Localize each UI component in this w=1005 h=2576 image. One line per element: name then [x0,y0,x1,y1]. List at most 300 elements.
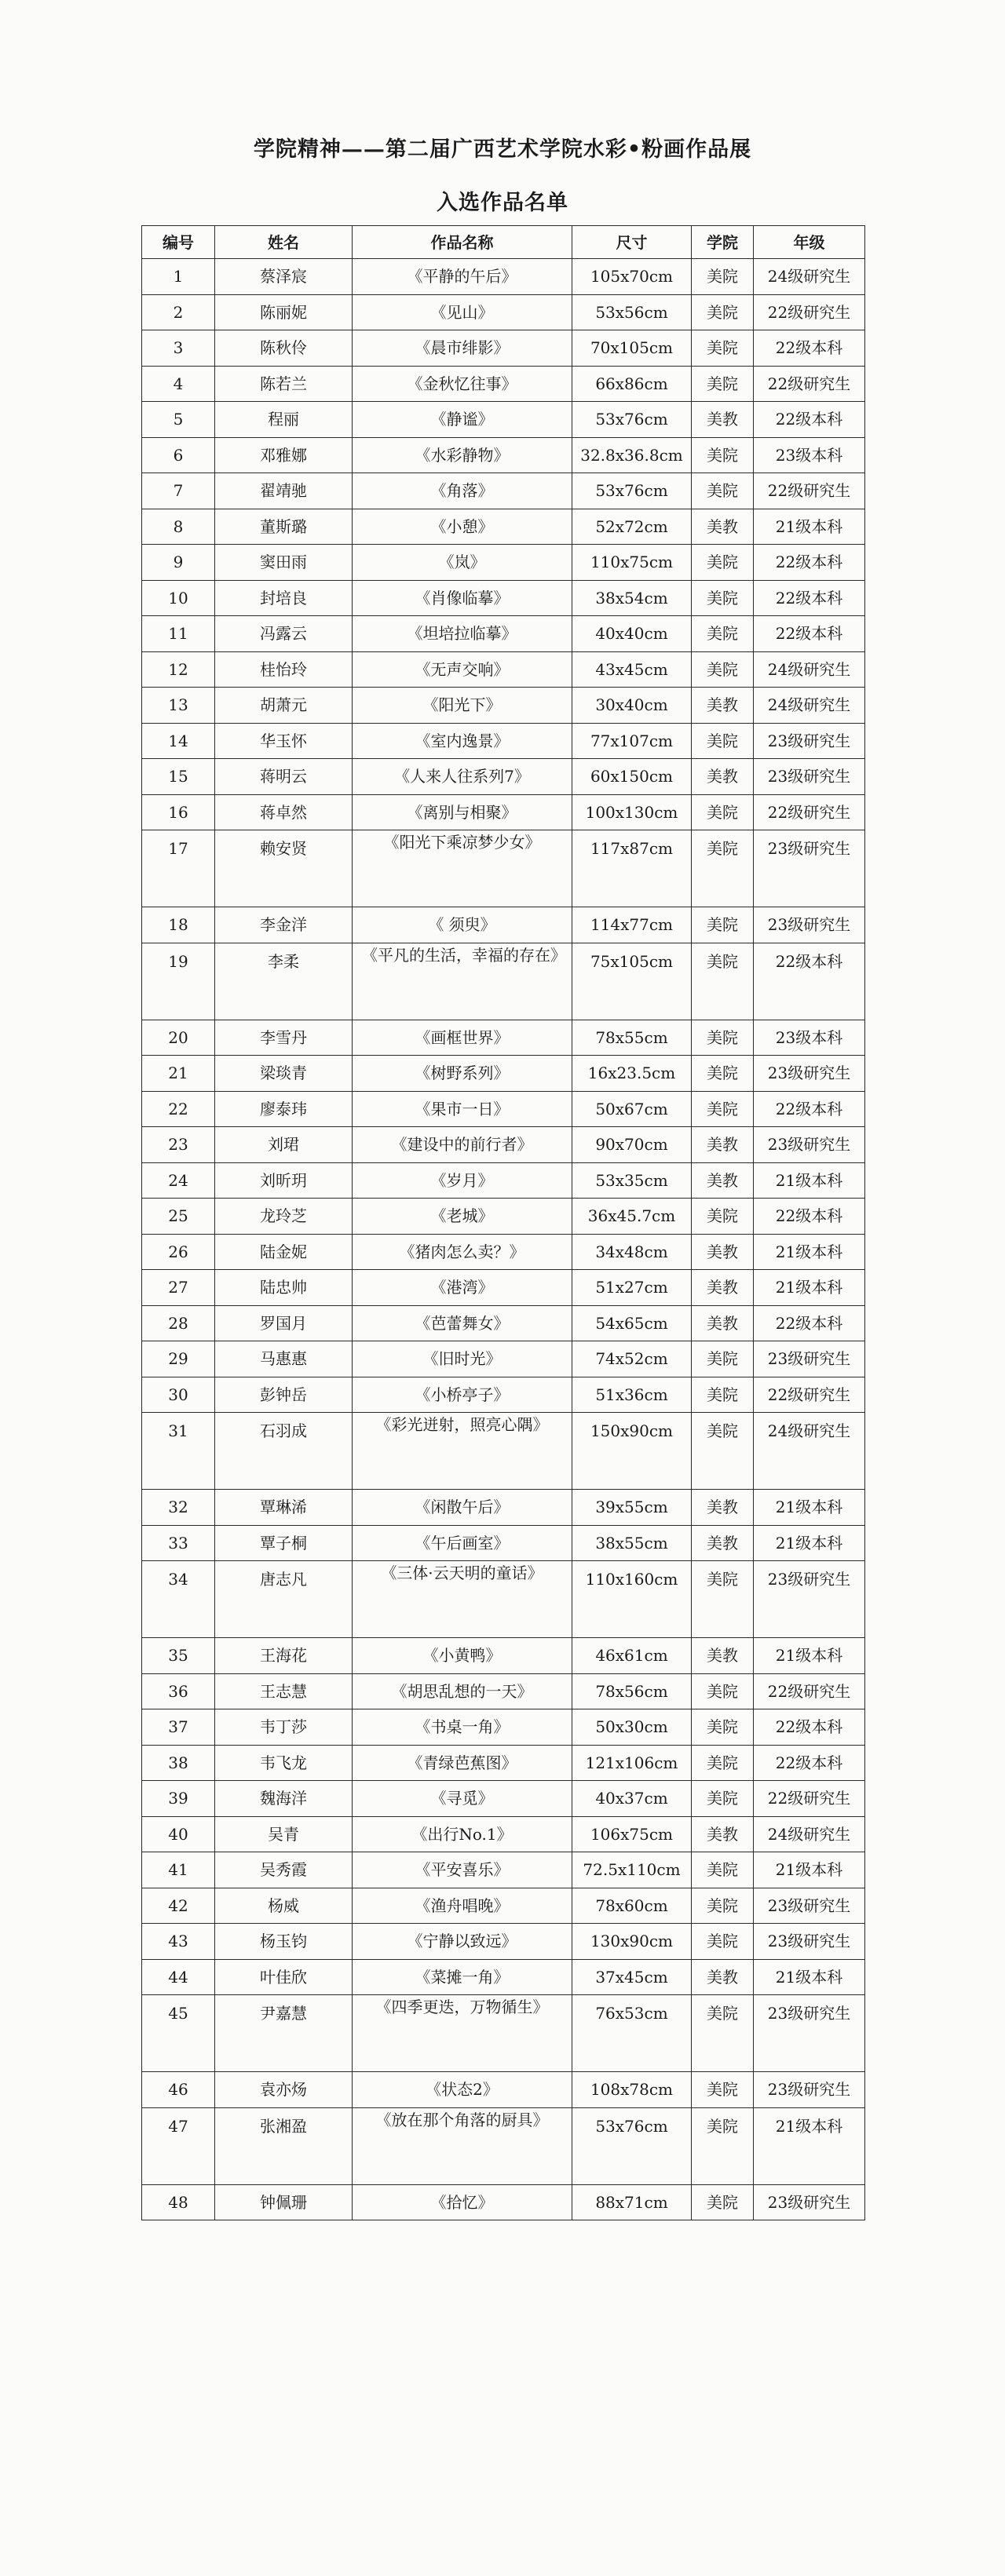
cell-name: 钟佩珊 [215,2184,353,2220]
table-header-row [142,226,865,259]
cell-size: 90x70cm [572,1127,692,1163]
table-row [142,402,865,438]
cell-grade: 22级本科 [754,1199,865,1235]
table-row [142,366,865,402]
cell-number: 28 [142,1305,215,1341]
cell-work-title: 《画框世界》 [353,1020,572,1056]
cell-size: 53x76cm [572,402,692,438]
cell-number: 9 [142,545,215,581]
cell-name: 董斯璐 [215,509,353,545]
cell-number: 33 [142,1525,215,1561]
cell-size: 34x48cm [572,1234,692,1270]
cell-grade: 22级研究生 [754,1673,865,1709]
table-row [142,294,865,330]
cell-work-title: 《猪肉怎么卖？》 [353,1234,572,1270]
table-row [142,545,865,581]
cell-college: 美院 [692,1199,754,1235]
cell-grade: 23级本科 [754,1020,865,1056]
cell-grade: 23级研究生 [754,1056,865,1092]
cell-college: 美院 [692,473,754,509]
cell-grade: 22级本科 [754,1709,865,1746]
cell-grade: 24级研究生 [754,259,865,295]
cell-size: 53x56cm [572,294,692,330]
cell-name: 陈秋伶 [215,330,353,367]
cell-grade: 24级研究生 [754,1816,865,1852]
cell-college: 美教 [692,1234,754,1270]
cell-number: 29 [142,1341,215,1377]
cell-size: 74x52cm [572,1341,692,1377]
table-row [142,1341,865,1377]
cell-number: 23 [142,1127,215,1163]
cell-size: 150x90cm [572,1413,692,1490]
cell-work-title: 《晨市绯影》 [353,330,572,367]
cell-work-title: 《芭蕾舞女》 [353,1305,572,1341]
cell-college: 美教 [692,1816,754,1852]
table-row [142,1959,865,1995]
table-row [142,1199,865,1235]
cell-college: 美院 [692,1020,754,1056]
cell-name: 袁亦炀 [215,2072,353,2108]
cell-name: 华玉怀 [215,723,353,759]
cell-name: 刘昕玥 [215,1162,353,1199]
cell-grade: 23级研究生 [754,723,865,759]
cell-grade: 22级本科 [754,1745,865,1781]
cell-number: 12 [142,651,215,688]
cell-size: 117x87cm [572,830,692,907]
cell-work-title: 《阳光下乘凉梦少女》 [353,830,572,907]
table-row [142,759,865,795]
table-row [142,1377,865,1413]
cell-work-title: 《角落》 [353,473,572,509]
cell-name: 彭钟岳 [215,1377,353,1413]
cell-work-title: 《状态2》 [353,2072,572,2108]
cell-grade: 22级研究生 [754,1377,865,1413]
cell-grade: 23级研究生 [754,759,865,795]
cell-name: 韦丁莎 [215,1709,353,1746]
cell-name: 梁琰青 [215,1056,353,1092]
cell-grade: 22级本科 [754,330,865,367]
document-title: 学院精神——第二届广西艺术学院水彩•粉画作品展 [253,137,752,162]
cell-college: 美院 [692,616,754,652]
cell-size: 53x35cm [572,1162,692,1199]
table-row [142,1709,865,1746]
table-row [142,330,865,367]
cell-college: 美教 [692,1270,754,1306]
cell-work-title: 《平安喜乐》 [353,1852,572,1888]
table-row [142,473,865,509]
cell-number: 1 [142,259,215,295]
table-row [142,1162,865,1199]
cell-size: 78x56cm [572,1673,692,1709]
cell-name: 廖泰玮 [215,1091,353,1127]
cell-grade: 21级本科 [754,1270,865,1306]
cell-grade: 22级研究生 [754,366,865,402]
cell-work-title: 《彩光迸射，照亮心隅》 [353,1413,572,1490]
cell-work-title: 《放在那个角落的厨具》 [353,2107,572,2184]
cell-grade: 22级本科 [754,580,865,616]
cell-work-title: 《小憩》 [353,509,572,545]
cell-work-title: 《四季更迭，万物循生》 [353,1995,572,2072]
cell-work-title: 《水彩静物》 [353,437,572,473]
document-subtitle: 入选作品名单 [437,191,568,215]
cell-grade: 21级本科 [754,1959,865,1995]
table-row [142,651,865,688]
cell-college: 美院 [692,1056,754,1092]
cell-grade: 22级研究生 [754,473,865,509]
header-size: 尺寸 [572,226,692,259]
cell-number: 34 [142,1561,215,1638]
table-row [142,1888,865,1924]
cell-college: 美院 [692,723,754,759]
cell-grade: 23级研究生 [754,2072,865,2108]
cell-work-title: 《寻觅》 [353,1781,572,1817]
cell-college: 美院 [692,1709,754,1746]
cell-work-title: 《青绿芭蕉图》 [353,1745,572,1781]
cell-name: 程丽 [215,402,353,438]
cell-college: 美教 [692,1959,754,1995]
cell-college: 美院 [692,259,754,295]
cell-size: 78x60cm [572,1888,692,1924]
cell-number: 37 [142,1709,215,1746]
cell-number: 45 [142,1995,215,2072]
cell-grade: 21级本科 [754,1852,865,1888]
cell-college: 美院 [692,1377,754,1413]
cell-college: 美院 [692,1673,754,1709]
cell-grade: 23级研究生 [754,2184,865,2220]
table-row [142,437,865,473]
cell-name: 尹嘉慧 [215,1995,353,2072]
cell-name: 翟靖驰 [215,473,353,509]
cell-grade: 22级本科 [754,545,865,581]
table-row [142,1525,865,1561]
cell-grade: 22级本科 [754,1305,865,1341]
cell-number: 48 [142,2184,215,2220]
cell-work-title: 《室内逸景》 [353,723,572,759]
cell-size: 16x23.5cm [572,1056,692,1092]
cell-work-title: 《树野系列》 [353,1056,572,1092]
table-row [142,616,865,652]
table-row [142,1673,865,1709]
cell-work-title: 《小黄鸭》 [353,1638,572,1674]
cell-grade: 21级本科 [754,2107,865,2184]
cell-size: 110x75cm [572,545,692,581]
table-row [142,1852,865,1888]
cell-work-title: 《坦培拉临摹》 [353,616,572,652]
cell-work-title: 《果市一日》 [353,1091,572,1127]
cell-grade: 23级研究生 [754,830,865,907]
cell-size: 38x55cm [572,1525,692,1561]
cell-size: 66x86cm [572,366,692,402]
cell-grade: 21级本科 [754,1234,865,1270]
cell-size: 100x130cm [572,794,692,830]
cell-name: 覃琳浠 [215,1490,353,1526]
cell-number: 26 [142,1234,215,1270]
table-body [142,259,865,2220]
cell-name: 吴青 [215,1816,353,1852]
cell-work-title: 《老城》 [353,1199,572,1235]
cell-work-title: 《闲散午后》 [353,1490,572,1526]
cell-grade: 21级本科 [754,509,865,545]
cell-name: 魏海洋 [215,1781,353,1817]
table-row [142,259,865,295]
cell-name: 韦飞龙 [215,1745,353,1781]
cell-name: 王志慧 [215,1673,353,1709]
table-row [142,943,865,1020]
header-college: 学院 [692,226,754,259]
cell-number: 38 [142,1745,215,1781]
cell-number: 19 [142,943,215,1020]
cell-work-title: 《人来人往系列7》 [353,759,572,795]
table-row [142,907,865,943]
cell-number: 8 [142,509,215,545]
cell-college: 美院 [692,2072,754,2108]
cell-size: 50x30cm [572,1709,692,1746]
cell-number: 46 [142,2072,215,2108]
cell-grade: 23级研究生 [754,1995,865,2072]
cell-college: 美教 [692,509,754,545]
cell-college: 美院 [692,294,754,330]
table-row [142,1924,865,1960]
cell-work-title: 《金秋忆往事》 [353,366,572,402]
cell-number: 14 [142,723,215,759]
table-row [142,2072,865,2108]
header-number: 编号 [142,226,215,259]
cell-college: 美院 [692,1341,754,1377]
cell-number: 32 [142,1490,215,1526]
cell-grade: 22级本科 [754,943,865,1020]
cell-grade: 21级本科 [754,1162,865,1199]
table-row [142,794,865,830]
cell-size: 52x72cm [572,509,692,545]
table-row [142,1127,865,1163]
cell-grade: 23级研究生 [754,907,865,943]
cell-grade: 21级本科 [754,1525,865,1561]
cell-size: 32.8x36.8cm [572,437,692,473]
cell-size: 40x40cm [572,616,692,652]
cell-grade: 22级本科 [754,402,865,438]
cell-number: 22 [142,1091,215,1127]
cell-name: 陆忠帅 [215,1270,353,1306]
table-row [142,580,865,616]
cell-college: 美教 [692,1638,754,1674]
cell-grade: 21级本科 [754,1490,865,1526]
table-row [142,2107,865,2184]
cell-grade: 23级研究生 [754,1888,865,1924]
cell-name: 叶佳欣 [215,1959,353,1995]
cell-name: 覃子桐 [215,1525,353,1561]
cell-size: 36x45.7cm [572,1199,692,1235]
cell-size: 78x55cm [572,1020,692,1056]
cell-name: 石羽成 [215,1413,353,1490]
cell-college: 美院 [692,2107,754,2184]
cell-number: 7 [142,473,215,509]
cell-college: 美院 [692,580,754,616]
cell-college: 美院 [692,907,754,943]
cell-name: 桂怡玲 [215,651,353,688]
cell-name: 杨威 [215,1888,353,1924]
cell-size: 37x45cm [572,1959,692,1995]
cell-grade: 24级研究生 [754,1413,865,1490]
cell-size: 114x77cm [572,907,692,943]
cell-work-title: 《平凡的生活，幸福的存在》 [353,943,572,1020]
cell-college: 美院 [692,1888,754,1924]
cell-grade: 23级研究生 [754,1341,865,1377]
table-row [142,1413,865,1490]
cell-size: 77x107cm [572,723,692,759]
cell-size: 38x54cm [572,580,692,616]
cell-size: 60x150cm [572,759,692,795]
cell-size: 106x75cm [572,1816,692,1852]
cell-name: 唐志凡 [215,1561,353,1638]
cell-work-title: 《菜摊一角》 [353,1959,572,1995]
table-row [142,1270,865,1306]
cell-college: 美院 [692,1924,754,1960]
table-row [142,2184,865,2220]
cell-college: 美院 [692,366,754,402]
cell-name: 陈若兰 [215,366,353,402]
table-row [142,830,865,907]
cell-number: 21 [142,1056,215,1092]
cell-work-title: 《出行No.1》 [353,1816,572,1852]
cell-work-title: 《小桥亭子》 [353,1377,572,1413]
cell-number: 30 [142,1377,215,1413]
cell-grade: 22级本科 [754,1091,865,1127]
cell-college: 美院 [692,1852,754,1888]
cell-name: 冯露云 [215,616,353,652]
cell-work-title: 《港湾》 [353,1270,572,1306]
cell-college: 美院 [692,1091,754,1127]
cell-work-title: 《 须臾》 [353,907,572,943]
cell-work-title: 《见山》 [353,294,572,330]
cell-number: 11 [142,616,215,652]
cell-work-title: 《旧时光》 [353,1341,572,1377]
cell-college: 美院 [692,1745,754,1781]
cell-size: 121x106cm [572,1745,692,1781]
cell-number: 39 [142,1781,215,1817]
cell-name: 蒋卓然 [215,794,353,830]
cell-college: 美院 [692,545,754,581]
cell-name: 陆金妮 [215,1234,353,1270]
cell-work-title: 《宁静以致远》 [353,1924,572,1960]
cell-college: 美院 [692,1781,754,1817]
table-row [142,1305,865,1341]
cell-size: 30x40cm [572,688,692,724]
cell-number: 35 [142,1638,215,1674]
cell-work-title: 《无声交响》 [353,651,572,688]
cell-number: 18 [142,907,215,943]
cell-size: 88x71cm [572,2184,692,2220]
cell-college: 美院 [692,2184,754,2220]
cell-name: 吴秀霞 [215,1852,353,1888]
cell-number: 16 [142,794,215,830]
table-row [142,1056,865,1092]
cell-work-title: 《肖像临摹》 [353,580,572,616]
cell-college: 美院 [692,1995,754,2072]
cell-number: 42 [142,1888,215,1924]
cell-grade: 22级研究生 [754,794,865,830]
table-row [142,1816,865,1852]
cell-name: 陈丽妮 [215,294,353,330]
cell-size: 70x105cm [572,330,692,367]
cell-name: 王海花 [215,1638,353,1674]
cell-size: 105x70cm [572,259,692,295]
table-row [142,509,865,545]
cell-grade: 23级研究生 [754,1127,865,1163]
cell-work-title: 《渔舟唱晚》 [353,1888,572,1924]
cell-number: 5 [142,402,215,438]
cell-name: 龙玲芝 [215,1199,353,1235]
cell-number: 2 [142,294,215,330]
cell-work-title: 《离别与相聚》 [353,794,572,830]
cell-size: 108x78cm [572,2072,692,2108]
cell-name: 邓雅娜 [215,437,353,473]
cell-number: 6 [142,437,215,473]
cell-grade: 24级研究生 [754,688,865,724]
cell-size: 51x36cm [572,1377,692,1413]
cell-size: 130x90cm [572,1924,692,1960]
cell-name: 封培良 [215,580,353,616]
cell-number: 10 [142,580,215,616]
cell-grade: 23级研究生 [754,1561,865,1638]
header-work-title: 作品名称 [353,226,572,259]
cell-number: 27 [142,1270,215,1306]
cell-number: 24 [142,1162,215,1199]
cell-grade: 22级研究生 [754,1781,865,1817]
cell-size: 53x76cm [572,473,692,509]
cell-work-title: 《午后画室》 [353,1525,572,1561]
cell-name: 赖安贤 [215,830,353,907]
cell-college: 美教 [692,1490,754,1526]
cell-number: 15 [142,759,215,795]
cell-name: 李柔 [215,943,353,1020]
table-row [142,1561,865,1638]
cell-number: 20 [142,1020,215,1056]
cell-size: 50x67cm [572,1091,692,1127]
cell-name: 罗国月 [215,1305,353,1341]
table-row [142,1995,865,2072]
cell-work-title: 《静谧》 [353,402,572,438]
cell-grade: 22级研究生 [754,294,865,330]
cell-number: 31 [142,1413,215,1490]
cell-number: 40 [142,1816,215,1852]
cell-size: 110x160cm [572,1561,692,1638]
cell-size: 54x65cm [572,1305,692,1341]
table-row [142,1638,865,1674]
cell-name: 李金洋 [215,907,353,943]
cell-number: 13 [142,688,215,724]
cell-work-title: 《拾忆》 [353,2184,572,2220]
cell-number: 4 [142,366,215,402]
cell-number: 44 [142,1959,215,1995]
cell-name: 张湘盈 [215,2107,353,2184]
cell-name: 刘珺 [215,1127,353,1163]
cell-college: 美院 [692,794,754,830]
cell-name: 蔡泽宸 [215,259,353,295]
cell-work-title: 《胡思乱想的一天》 [353,1673,572,1709]
cell-size: 40x37cm [572,1781,692,1817]
cell-work-title: 《平静的午后》 [353,259,572,295]
cell-name: 杨玉钧 [215,1924,353,1960]
cell-college: 美教 [692,1127,754,1163]
cell-size: 46x61cm [572,1638,692,1674]
cell-work-title: 《书桌一角》 [353,1709,572,1746]
cell-name: 窦田雨 [215,545,353,581]
cell-grade: 24级研究生 [754,651,865,688]
cell-grade: 23级研究生 [754,1924,865,1960]
table-row [142,723,865,759]
cell-college: 美教 [692,759,754,795]
header-name: 姓名 [215,226,353,259]
